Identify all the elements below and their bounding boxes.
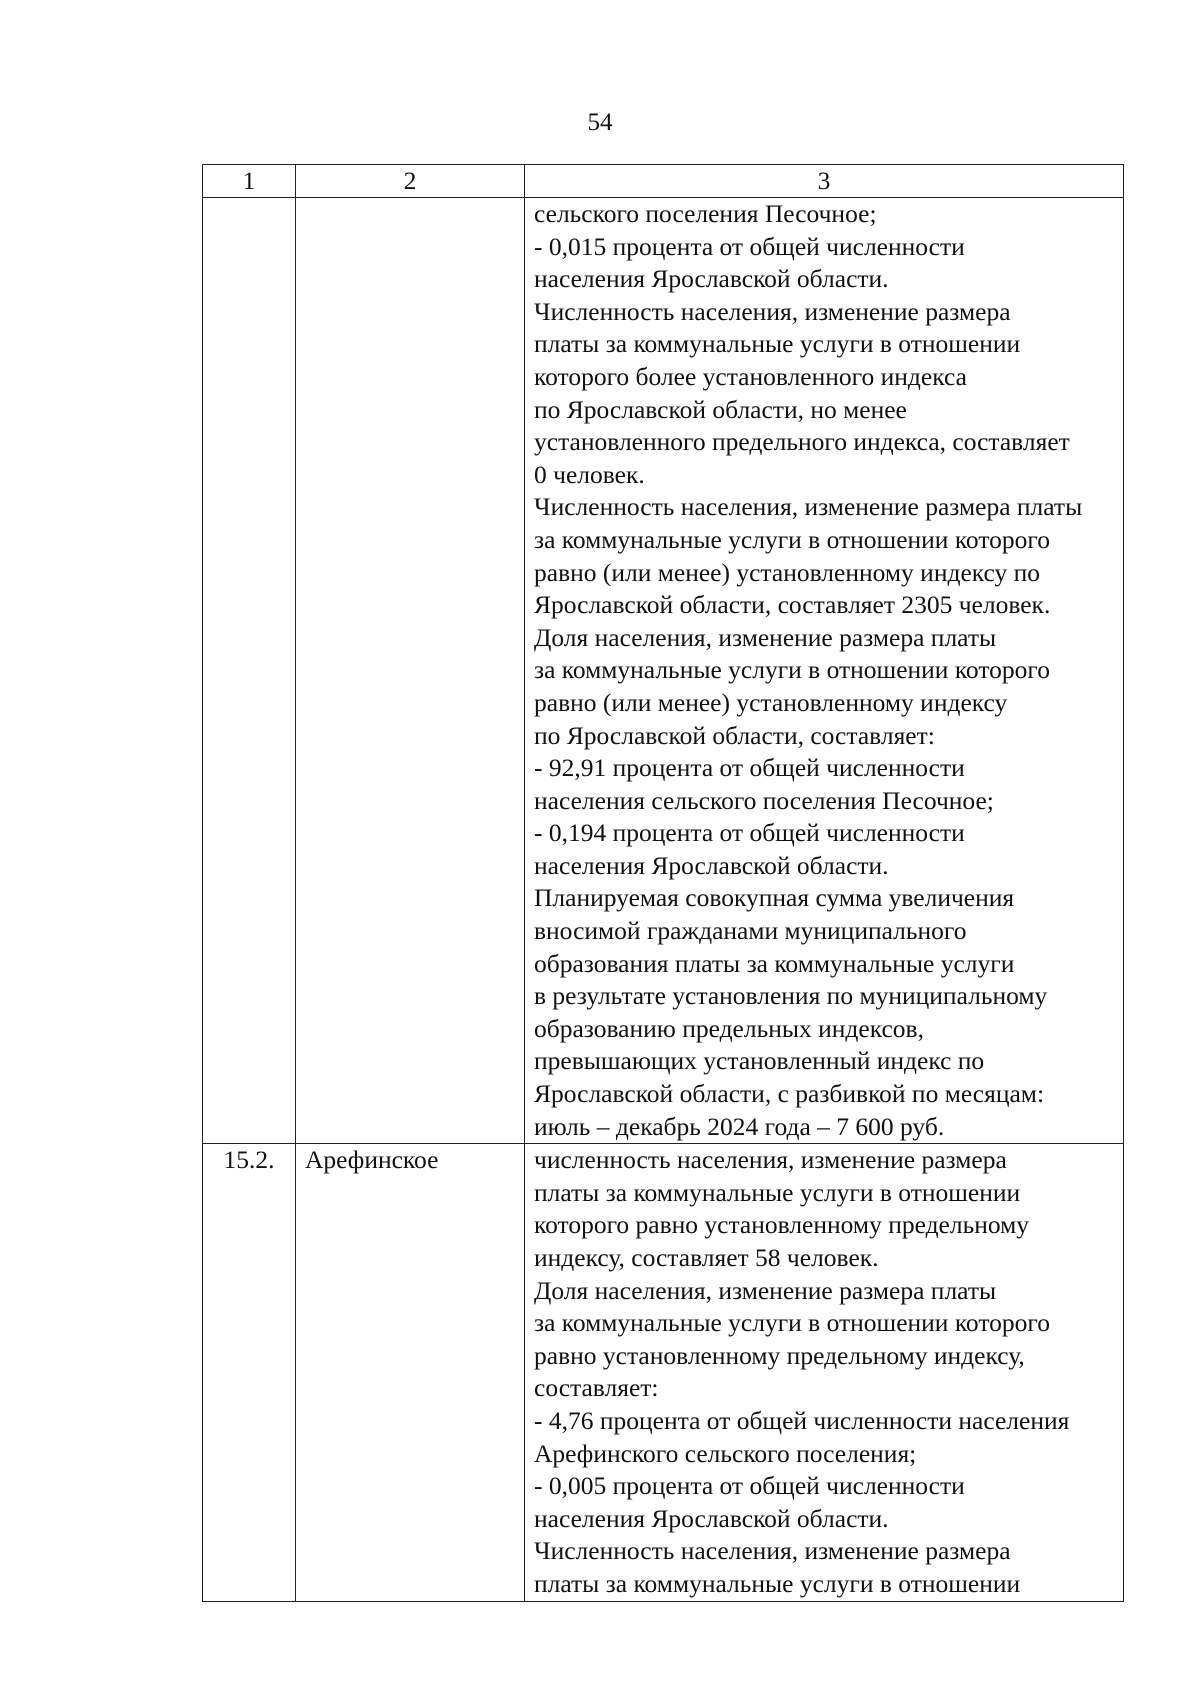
text-line: за коммунальные услуги в отношении которого [534, 1308, 1050, 1338]
text-line: платы за коммунальные услуги в отношении [534, 1177, 1021, 1207]
text-line: населения сельского поселения Песочное; [534, 785, 994, 815]
text-line: 0 человек. [534, 459, 645, 489]
text-line: Численность населения, изменение размера платы [534, 492, 1083, 522]
text-line: июль – декабрь 2024 года – 7 600 руб. [534, 1111, 945, 1141]
text-line: равно (или менее) установленному индексу [534, 687, 1008, 717]
text-line: - 4,76 процента от общей численности населения [534, 1405, 1070, 1435]
text-line: платы за коммунальные услуги в отношении [534, 329, 1021, 359]
text-line: Ярославской области, составляет 2305 человек. [534, 590, 1051, 620]
table-row [203, 198, 1124, 1144]
table-row [203, 1144, 1124, 1601]
text-line: населения Ярославской области. [534, 850, 889, 880]
text-line: Доля населения, изменение размера платы [534, 622, 997, 652]
column-header-2: 2 [296, 165, 525, 198]
text-line: вносимой гражданами муниципального [534, 916, 967, 946]
row-number-cell [203, 198, 296, 1144]
text-line: - 0,015 процента от общей численности [534, 231, 965, 261]
data-table [202, 164, 1124, 1602]
text-line: Ярославской области, с разбивкой по месяцам: [534, 1079, 1045, 1109]
text-line: за коммунальные услуги в отношении которого [534, 655, 1050, 685]
text-line: индексу, составляет 58 человек. [534, 1243, 879, 1272]
text-line: - 0,005 процента от общей численности [534, 1471, 965, 1501]
text-line: образования платы за коммунальные услуги [534, 948, 1015, 978]
text-line: сельского поселения Песочное; [534, 199, 877, 228]
table-header-row [203, 165, 1124, 198]
text-line: в результате установления по муниципальному [534, 981, 1048, 1011]
settlement-name-cell [296, 198, 525, 1144]
text-line: населения Ярославской области. [534, 264, 889, 294]
text-line: равно установленному предельному индексу, [534, 1340, 1025, 1370]
text-line: установленного предельного индекса, составляет [534, 427, 1070, 457]
text-line: - 92,91 процента от общей численности [534, 753, 965, 783]
text-line: превышающих установленный индекс по [534, 1046, 985, 1076]
text-line: Арефинского сельского поселения; [534, 1438, 917, 1468]
column-header-1: 1 [203, 165, 296, 198]
text-line: за коммунальные услуги в отношении которого [534, 524, 1050, 554]
text-line: Доля населения, изменение размера платы [534, 1275, 997, 1305]
text-line: Численность населения, изменение размера [534, 1536, 1011, 1566]
page-number: 54 [587, 109, 613, 136]
text-line: по Ярославской области, но менее [534, 394, 907, 424]
settlement-name-cell: Арефинское [296, 1144, 525, 1601]
row-number-cell: 15.2. [203, 1144, 296, 1601]
text-line: Численность населения, изменение размера [534, 296, 1011, 326]
text-line: по Ярославской области, составляет: [534, 720, 935, 750]
text-line: платы за коммунальные услуги в отношении [534, 1568, 1021, 1598]
description-cell [525, 198, 1124, 1144]
text-line: населения Ярославской области. [534, 1503, 889, 1533]
text-line: которого равно установленному предельному [534, 1210, 1030, 1240]
text-line: - 0,194 процента от общей численности [534, 818, 965, 848]
text-line: составляет: [534, 1373, 659, 1403]
text-line: которого более установленного индекса [534, 361, 967, 391]
text-line: численность населения, изменение размера [534, 1145, 1007, 1175]
column-header-3: 3 [525, 165, 1124, 198]
description-cell [525, 1144, 1124, 1601]
text-line: равно (или менее) установленному индексу по [534, 557, 1041, 587]
text-line: образованию предельных индексов, [534, 1013, 924, 1043]
text-line: Планируемая совокупная сумма увеличения [534, 883, 1015, 913]
